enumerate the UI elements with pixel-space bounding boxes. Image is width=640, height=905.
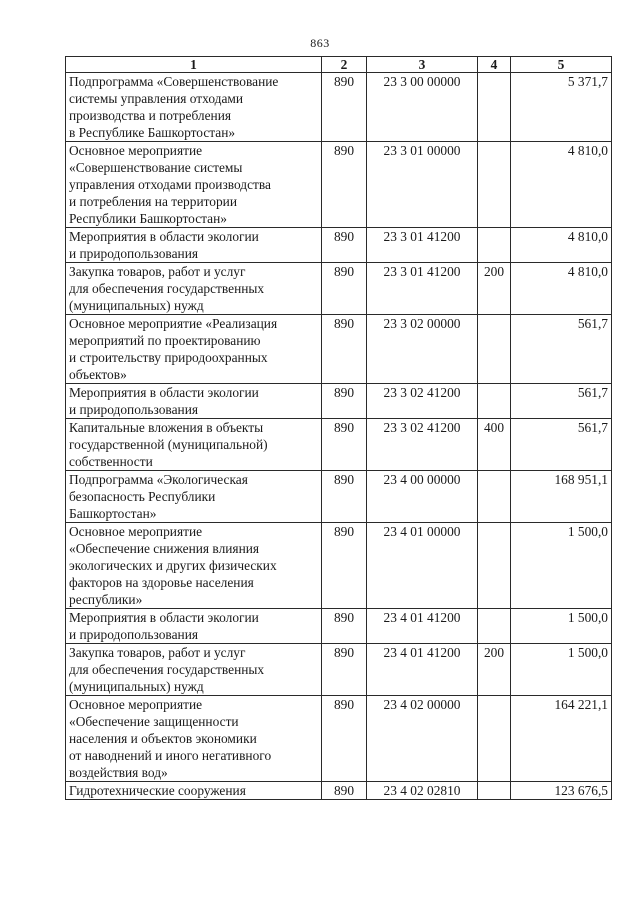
row-type-cell [478,315,511,384]
table-row [66,73,612,142]
row-name-cell [66,142,322,228]
row-code-cell: 23 3 00 00000 [367,73,478,142]
table-row [66,315,612,384]
row-code-cell: 23 3 01 41200 [367,228,478,263]
column-header-name: 1 [66,57,322,73]
column-header-type: 4 [478,57,511,73]
row-ministry-cell: 890 [322,228,367,263]
row-ministry-cell: 890 [322,263,367,315]
row-type-cell [478,696,511,782]
table-row [66,644,612,696]
row-name-cell [66,782,322,800]
row-code-cell: 23 3 02 41200 [367,384,478,419]
row-name-line: Башкортостан» [69,506,157,521]
row-name-line: Подпрограмма «Совершенствование [69,74,279,89]
row-name-line: и потребления на территории [69,194,238,209]
row-name-cell [66,644,322,696]
row-amount-cell: 1 500,0 [511,523,612,609]
row-name-line: и природопользования [69,402,199,417]
row-type-cell: 200 [478,263,511,315]
row-code-cell: 23 4 00 00000 [367,471,478,523]
row-name-line: Капитальные вложения в объекты [69,420,264,435]
row-name-cell [66,696,322,782]
row-name-cell [66,609,322,644]
table-row [66,419,612,471]
row-type-cell: 400 [478,419,511,471]
row-type-cell [478,609,511,644]
column-header-ministry: 2 [322,57,367,73]
row-name-line: «Совершенствование системы [69,160,243,175]
row-type-cell [478,471,511,523]
column-header-amount: 5 [511,57,612,73]
row-name-line: Мероприятия в области экологии [69,385,259,400]
row-name-line: Основное мероприятие [69,697,203,712]
row-name-line: и природопользования [69,627,199,642]
row-type-cell [478,73,511,142]
row-name-line: производства и потребления [69,108,232,123]
row-ministry-cell: 890 [322,696,367,782]
row-ministry-cell: 890 [322,315,367,384]
row-name-cell [66,471,322,523]
table-row [66,384,612,419]
row-name-line: Мероприятия в области экологии [69,229,259,244]
row-name-line: Основное мероприятие «Реализация [69,316,278,331]
row-name-line: республики» [69,592,143,607]
row-name-line: от наводнений и иного негативного [69,748,272,763]
row-ministry-cell: 890 [322,142,367,228]
row-ministry-cell: 890 [322,523,367,609]
row-code-cell: 23 3 01 41200 [367,263,478,315]
table-row [66,609,612,644]
row-name-line: факторов на здоровье населения [69,575,254,590]
row-name-line: Подпрограмма «Экологическая [69,472,248,487]
row-amount-cell: 4 810,0 [511,228,612,263]
row-type-cell [478,228,511,263]
row-amount-cell: 123 676,5 [511,782,612,800]
row-name-line: Основное мероприятие [69,143,203,158]
table-row [66,782,612,800]
row-code-cell: 23 4 02 00000 [367,696,478,782]
row-type-cell: 200 [478,644,511,696]
row-ministry-cell: 890 [322,73,367,142]
row-name-line: (муниципальных) нужд [69,679,204,694]
row-name-line: в Республике Башкортостан» [69,125,236,140]
table-header-row [66,57,612,73]
row-amount-cell: 4 810,0 [511,263,612,315]
row-amount-cell: 561,7 [511,384,612,419]
row-name-line: государственной (муниципальной) [69,437,268,452]
row-name-line: «Обеспечение снижения влияния [69,541,260,556]
row-name-line: Закупка товаров, работ и услуг [69,264,246,279]
table-body [66,73,612,800]
row-amount-cell: 1 500,0 [511,609,612,644]
budget-table [65,56,612,800]
row-code-cell: 23 3 02 00000 [367,315,478,384]
row-name-line: мероприятий по проектированию [69,333,261,348]
row-name-cell [66,228,322,263]
row-code-cell: 23 4 01 41200 [367,644,478,696]
row-ministry-cell: 890 [322,609,367,644]
row-code-cell: 23 3 02 41200 [367,419,478,471]
row-name-line: Гидротехнические сооружения [69,783,246,798]
row-ministry-cell: 890 [322,644,367,696]
row-code-cell: 23 4 01 41200 [367,609,478,644]
row-amount-cell: 1 500,0 [511,644,612,696]
row-name-line: системы управления отходами [69,91,244,106]
row-name-line: и строительству природоохранных [69,350,268,365]
row-type-cell [478,142,511,228]
row-amount-cell: 5 371,7 [511,73,612,142]
row-name-line: управления отходами производства [69,177,271,192]
row-name-cell [66,315,322,384]
row-name-line: и природопользования [69,246,199,261]
row-name-line: Мероприятия в области экологии [69,610,259,625]
row-code-cell: 23 4 01 00000 [367,523,478,609]
table-row [66,228,612,263]
page-number: 863 [310,36,330,50]
row-name-line: Основное мероприятие [69,524,203,539]
table-row [66,142,612,228]
row-name-line: для обеспечения государственных [69,281,265,296]
row-name-line: собственности [69,454,153,469]
table-row [66,696,612,782]
table-row [66,523,612,609]
row-ministry-cell: 890 [322,384,367,419]
column-header-code: 3 [367,57,478,73]
row-amount-cell: 4 810,0 [511,142,612,228]
row-name-cell [66,523,322,609]
row-name-line: объектов» [69,367,127,382]
row-name-line: воздействия вод» [69,765,168,780]
row-amount-cell: 168 951,1 [511,471,612,523]
row-name-line: Республики Башкортостан» [69,211,227,226]
row-code-cell: 23 4 02 02810 [367,782,478,800]
table-row [66,471,612,523]
row-amount-cell: 561,7 [511,419,612,471]
row-code-cell: 23 3 01 00000 [367,142,478,228]
row-name-cell [66,73,322,142]
row-name-line: экологических и других физических [69,558,277,573]
row-name-line: «Обеспечение защищенности [69,714,239,729]
row-name-cell [66,384,322,419]
table-row [66,263,612,315]
row-name-line: безопасность Республики [69,489,216,504]
row-ministry-cell: 890 [322,782,367,800]
row-ministry-cell: 890 [322,471,367,523]
row-name-line: (муниципальных) нужд [69,298,204,313]
row-name-cell [66,419,322,471]
row-amount-cell: 561,7 [511,315,612,384]
row-name-line: Закупка товаров, работ и услуг [69,645,246,660]
row-name-line: населения и объектов экономики [69,731,257,746]
row-type-cell [478,523,511,609]
row-name-cell [66,263,322,315]
row-name-line: для обеспечения государственных [69,662,265,677]
row-type-cell [478,384,511,419]
row-amount-cell: 164 221,1 [511,696,612,782]
row-ministry-cell: 890 [322,419,367,471]
row-type-cell [478,782,511,800]
